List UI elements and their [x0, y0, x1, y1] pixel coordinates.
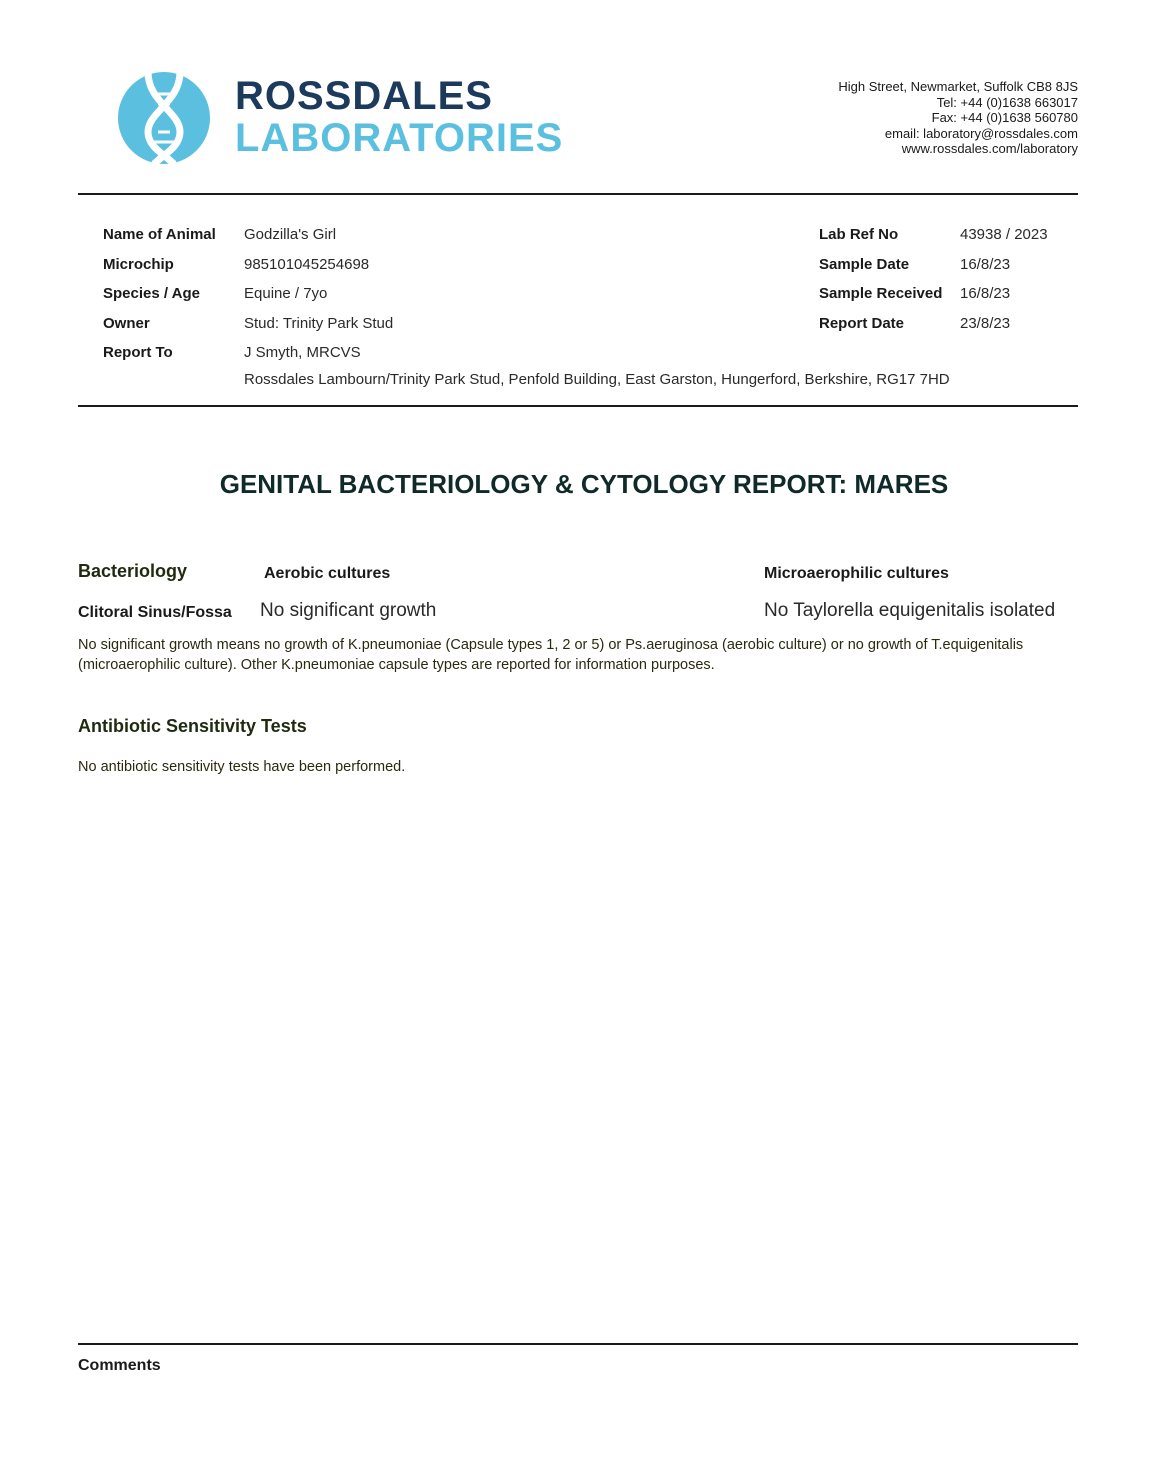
antibiotic-heading: Antibiotic Sensitivity Tests — [78, 716, 307, 736]
header-divider — [78, 193, 1078, 195]
value-sample-date: 16/8/23 — [960, 256, 1011, 273]
label-report-date: Report Date — [819, 315, 905, 332]
value-owner: Stud: Trinity Park Stud — [244, 315, 394, 332]
value-report-address: Rossdales Lambourn/Trinity Park Stud, Penfold Building, East Garston, Hungerford, Berkshire, RG17 7HD — [244, 371, 950, 388]
label-report-to: Report To — [103, 344, 173, 361]
bacteriology-note-line2: (microaerophilic culture). Other K.pneumoniae capsule types are reported for information purposes. — [78, 657, 715, 673]
site-label: Clitoral Sinus/Fossa — [78, 604, 232, 621]
microaerophilic-result: No Taylorella equigenitalis isolated — [764, 600, 1056, 621]
brand-name-line2: LABORATORIES — [235, 116, 564, 160]
label-name-of-animal: Name of Animal — [103, 226, 216, 243]
label-species-age: Species / Age — [103, 285, 200, 302]
aerobic-header: Aerobic cultures — [264, 565, 391, 582]
label-owner: Owner — [103, 315, 150, 332]
aerobic-result: No significant growth — [260, 600, 437, 621]
label-microchip: Microchip — [103, 256, 174, 273]
bacteriology-note-line1: No significant growth means no growth of K.pneumoniae (Capsule types 1, 2 or 5) or Ps.aeruginosa (aerobic culture) or no growth of T.equigenitalis — [78, 637, 1024, 653]
contact-website[interactable]: www.rossdales.com/laboratory — [901, 141, 1078, 157]
value-report-to: J Smyth, MRCVS — [244, 344, 361, 361]
contact-email[interactable]: email: laboratory@rossdales.com — [884, 125, 1078, 141]
value-species-age: Equine / 7yo — [244, 285, 328, 302]
value-name-of-animal: Godzilla's Girl — [244, 226, 337, 243]
brand-name-line1: ROSSDALES — [235, 74, 493, 118]
patient-divider — [78, 405, 1078, 407]
report-title: GENITAL BACTERIOLOGY & CYTOLOGY REPORT: MARES — [219, 469, 949, 499]
value-sample-received: 16/8/23 — [960, 285, 1011, 302]
antibiotic-text: No antibiotic sensitivity tests have been performed. — [78, 759, 406, 775]
label-lab-ref: Lab Ref No — [819, 226, 899, 243]
contact-tel: Tel: +44 (0)1638 663017 — [936, 94, 1078, 110]
value-microchip: 985101045254698 — [244, 256, 370, 273]
label-sample-received: Sample Received — [819, 285, 943, 302]
microaerophilic-header: Microaerophilic cultures — [764, 565, 949, 582]
bacteriology-heading: Bacteriology — [78, 561, 188, 581]
comments-label: Comments — [78, 1357, 161, 1374]
contact-address: High Street, Newmarket, Suffolk CB8 8JS — [838, 79, 1078, 94]
comments-divider — [78, 1343, 1078, 1345]
bacteriology-note — [78, 635, 1078, 675]
rossdales-logo-icon — [118, 72, 210, 164]
contact-block — [838, 79, 1078, 157]
value-lab-ref: 43938 / 2023 — [960, 226, 1048, 243]
value-report-date: 23/8/23 — [960, 315, 1011, 332]
contact-fax: Fax: +44 (0)1638 560780 — [931, 110, 1078, 126]
label-sample-date: Sample Date — [819, 256, 910, 273]
